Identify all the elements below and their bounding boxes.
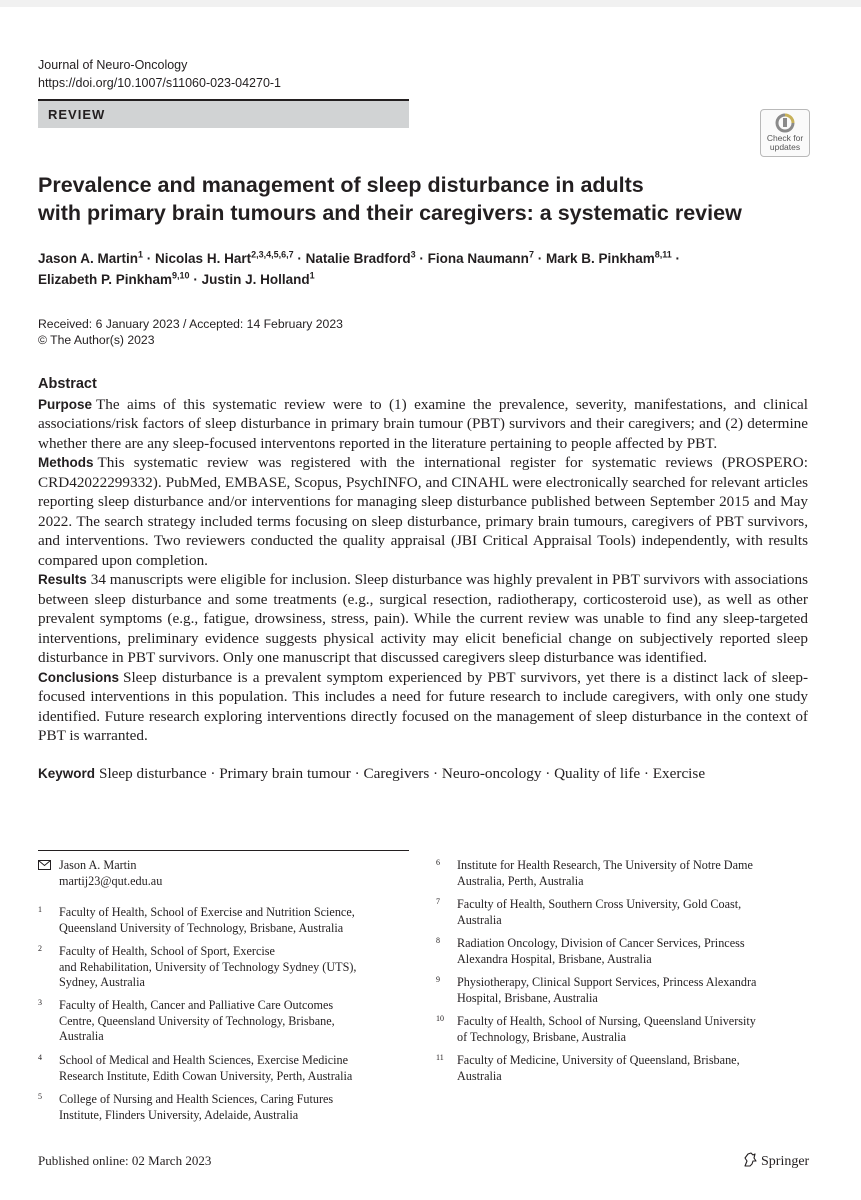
affiliation-number: 9 — [436, 975, 440, 984]
author-affil-sup: 8,11 — [654, 249, 672, 260]
affiliation-line: Queensland University of Technology, Brisbane, Australia — [59, 920, 344, 935]
check-for-updates-icon — [774, 113, 796, 133]
affiliation-number: 7 — [436, 897, 440, 906]
affiliation-line: and Rehabilitation, University of Technology Sydney (UTS), — [59, 959, 357, 974]
author-name[interactable]: Mark B. Pinkham — [545, 251, 655, 266]
affiliation-number: 2 — [38, 944, 42, 953]
affiliation-line: Institute, Flinders University, Adelaide, Australia — [59, 1107, 299, 1122]
springer-horse-icon — [742, 1152, 758, 1167]
keywords-label: Keyword — [38, 766, 96, 781]
affiliation-number: 8 — [436, 936, 440, 945]
title-line-2: with primary brain tumours and their caregivers: a systematic review — [38, 201, 742, 225]
conclusions-text: Sleep disturbance is a prevalent symptom experienced by PBT survivors, yet there is a distinct lack of sleep-focused interventions in this population. This includes a need for future research to include caregivers, with only one study identified. Future research exploring interventions directly focused on the management of sleep disturbance in the context of PBT is warranted. — [38, 668, 808, 744]
affiliation-1 — [38, 905, 355, 936]
author-affil-sup: 1 — [309, 270, 315, 281]
envelope-icon — [38, 860, 51, 870]
affiliation-number: 6 — [436, 858, 440, 867]
affiliation-line: of Technology, Brisbane, Australia — [457, 1029, 627, 1044]
author-name[interactable]: Natalie Bradford — [305, 251, 411, 266]
author-affil-sup: 1 — [138, 249, 144, 260]
affiliation-3 — [38, 998, 335, 1045]
author-separator: · — [143, 251, 156, 266]
affiliation-number: 1 — [38, 905, 42, 914]
article-dates — [38, 316, 343, 348]
affiliation-line: School of Medical and Health Sciences, Exercise Medicine — [59, 1053, 349, 1067]
affiliation-line: Faculty of Health, Cancer and Palliative Care Outcomes — [59, 998, 334, 1012]
methods-text: This systematic review was registered with the international register for systematic reviews (PROSPERO: CRD42022299332). PubMed, EMBASE, Scopus, PsychINFO, and CINAHL were electronically searched for relevant articles reporting sleep disturbance and/or interventions for managing sleep disturbance published between September 2015 and May 2022. The search strategy included terms focusing on sleep disturbance, primary brain tumours, caregivers of PBT survivors, and interventions. Two reviewers conducted the quality appraisal (JBI Critical Appraisal Tools) independently, with results compared upon completion. — [38, 454, 808, 569]
abstract-heading: Abstract — [38, 376, 97, 392]
correspondence — [38, 858, 162, 889]
journal-header — [38, 56, 281, 92]
correspondence-name: Jason A. Martin — [59, 858, 137, 872]
author-separator: · — [671, 251, 681, 266]
affiliation-line: Sydney, Australia — [59, 975, 145, 989]
affiliation-line: Alexandra Hospital, Brisbane, Australia — [457, 951, 652, 966]
affiliation-10 — [436, 1014, 756, 1045]
affiliation-line: Faculty of Health, Southern Cross University, Gold Coast, — [457, 897, 742, 911]
purpose-label: Purpose — [38, 396, 93, 412]
affiliation-number: 3 — [38, 998, 42, 1007]
author-affil-sup: 3 — [410, 249, 416, 260]
affiliation-line: Hospital, Brisbane, Australia — [457, 990, 598, 1005]
check-for-updates-line1: Check for — [766, 133, 804, 143]
author-name[interactable]: Nicolas H. Hart — [155, 251, 252, 266]
author-separator: · — [189, 272, 202, 287]
keywords-text: Sleep disturbance · Primary brain tumour · Caregivers · Neuro-oncology · Quality of life · Exercise — [99, 765, 706, 782]
received-accepted: Received: 6 January 2023 / Accepted: 14 February 2023 — [38, 317, 343, 331]
affiliation-4 — [38, 1053, 352, 1084]
purpose-text: The aims of this systematic review were to (1) examine the prevalence, severity, manifestations, and clinical associations/risk factors of sleep disturbance in primary brain tumour (PBT) survivors and their caregivers; and (2) determine whether there are any sleep-focused interventons reported in the literature pertaining to people affected by PBT. — [38, 395, 808, 452]
affiliation-9 — [436, 975, 756, 1006]
footnote-rule — [38, 850, 409, 851]
author-separator: · — [533, 251, 546, 266]
affiliation-line: Research Institute, Edith Cowan University, Perth, Australia — [59, 1068, 353, 1083]
affiliation-line: College of Nursing and Health Sciences, Caring Futures — [59, 1092, 334, 1106]
title-line-1: Prevalence and management of sleep disturbance in adults — [38, 173, 644, 197]
affiliation-line: Physiotherapy, Clinical Support Services, Princess Alexandra — [457, 975, 757, 989]
author-name[interactable]: Elizabeth P. Pinkham — [38, 272, 173, 287]
author-separator: · — [415, 251, 428, 266]
abstract-results — [38, 570, 808, 668]
affiliation-line: Centre, Queensland University of Technology, Brisbane, — [59, 1013, 335, 1028]
published-online: Published online: 02 March 2023 — [38, 1153, 212, 1168]
affiliation-line: Faculty of Medicine, University of Queensland, Brisbane, — [457, 1053, 740, 1067]
abstract-conclusions — [38, 668, 808, 746]
publisher-name: Springer — [761, 1154, 810, 1169]
journal-name: Journal of Neuro-Oncology — [38, 58, 188, 72]
author-separator: · — [293, 251, 306, 266]
author-list — [38, 248, 680, 290]
article-type-band — [38, 101, 409, 128]
affiliation-number: 5 — [38, 1092, 42, 1101]
affiliation-line: Faculty of Health, School of Sport, Exercise — [59, 944, 275, 958]
affiliation-8 — [436, 936, 745, 967]
affiliation-line: Radiation Oncology, Division of Cancer Services, Princess — [457, 936, 745, 950]
abstract-methods — [38, 453, 808, 570]
author-name[interactable]: Fiona Naumann — [427, 251, 529, 266]
check-for-updates-line2: updates — [769, 141, 801, 152]
affiliation-line: Australia, Perth, Australia — [457, 873, 584, 888]
results-text: 34 manuscripts were eligible for inclusion. Sleep disturbance was highly prevalent in PBT survivors with associations between sleep disturbance and some treatments (e.g., surgical resection, radiotherapy, corticosteroid use), as well as other prevalent symptoms (e.g., fatigue, drowsiness, stress, pain). While the current review was unable to find any sleep-targeted interventions, preliminary evidence suggests physical activity may elicit beneficial change on subjectively reported sleep disturbance in PBT survivors. Only one manuscript that discussed caregivers sleep disturbance was identified. — [38, 571, 808, 666]
top-band — [0, 0, 861, 7]
check-for-updates-badge[interactable] — [760, 109, 810, 157]
conclusions-label: Conclusions — [38, 669, 120, 685]
author-line-1 — [38, 248, 680, 269]
abstract-purpose — [38, 395, 808, 454]
author-line-2 — [38, 269, 680, 290]
abstract — [38, 375, 808, 746]
affiliation-line: Australia — [457, 1068, 502, 1083]
affiliation-number: 11 — [436, 1053, 444, 1062]
affiliation-5 — [38, 1092, 333, 1123]
affiliation-7 — [436, 897, 741, 928]
author-affil-sup: 9,10 — [172, 270, 190, 281]
affiliation-line: Institute for Health Research, The University of Notre Dame — [457, 858, 753, 872]
keywords — [38, 764, 705, 784]
affiliation-2 — [38, 944, 356, 991]
correspondence-email[interactable]: martij23@qut.edu.au — [59, 873, 163, 888]
doi-link[interactable]: https://doi.org/10.1007/s11060-023-04270-1 — [38, 76, 282, 90]
results-label: Results — [38, 572, 87, 587]
affiliation-11 — [436, 1053, 740, 1084]
affiliation-6 — [436, 858, 753, 889]
affiliation-line: Faculty of Health, School of Exercise and Nutrition Science, — [59, 905, 355, 919]
publisher-logo — [742, 1152, 809, 1170]
methods-label: Methods — [38, 455, 94, 470]
author-name[interactable]: Jason A. Martin — [38, 251, 139, 266]
affiliation-number: 4 — [38, 1053, 42, 1062]
author-name[interactable]: Justin J. Holland — [201, 272, 310, 287]
affiliation-line: Faculty of Health, School of Nursing, Queensland University — [457, 1014, 756, 1028]
article-type: REVIEW — [48, 107, 106, 122]
author-affil-sup: 7 — [528, 249, 534, 260]
article-title — [38, 171, 798, 227]
affiliation-number: 10 — [436, 1014, 444, 1023]
author-affil-sup: 2,3,4,5,6,7 — [251, 249, 294, 260]
affiliation-line: Australia — [457, 912, 502, 927]
copyright: © The Author(s) 2023 — [38, 333, 155, 347]
affiliation-line: Australia — [59, 1029, 104, 1043]
